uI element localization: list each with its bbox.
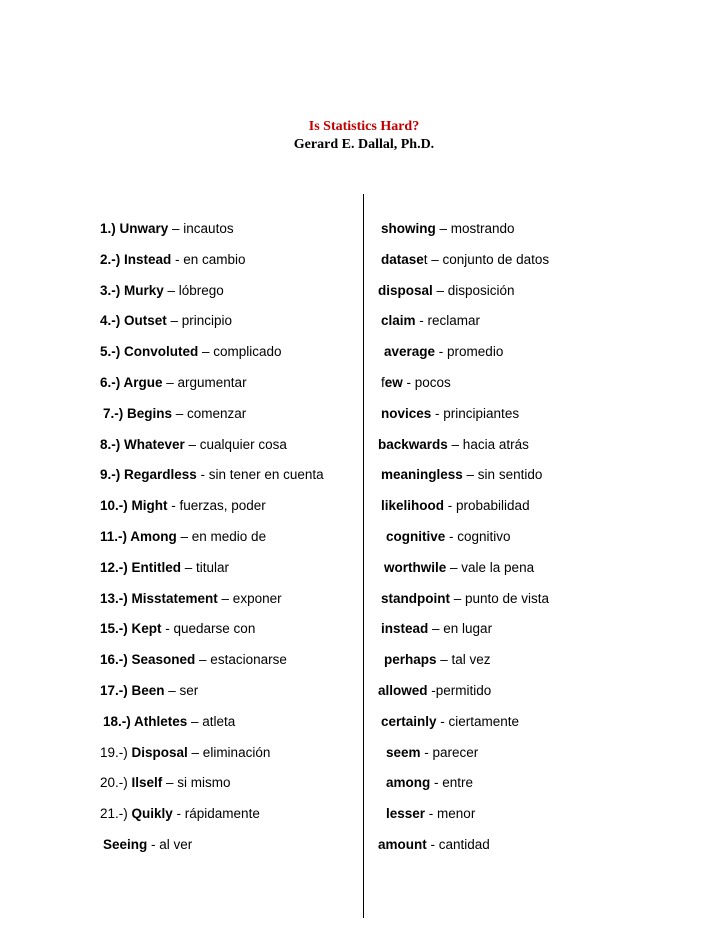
entry-translation: – eliminación (187, 744, 271, 760)
entry-term: Quikly (131, 806, 173, 822)
vocabulary-entry (100, 553, 324, 584)
entry-term: 2.-) Instead (100, 251, 172, 267)
vocabulary-entry (378, 430, 549, 461)
entry-translation: – complicado (198, 344, 282, 360)
vocabulary-entry (100, 368, 324, 399)
entry-translation: - reclamar (415, 313, 481, 329)
vocabulary-entry (100, 584, 324, 615)
entry-translation: t – conjunto de datos (423, 251, 550, 267)
entry-term: disposal (378, 282, 433, 298)
entry-term: backwards (378, 436, 448, 452)
entry-translation: – hacia atrás (447, 436, 529, 452)
entry-term: standpoint (381, 590, 450, 606)
vocabulary-entry (100, 337, 324, 368)
document-author: Gerard E. Dallal, Ph.D. (293, 137, 435, 152)
entry-term: 16.-) Seasoned (100, 652, 196, 668)
entry-translation: – en lugar (428, 621, 493, 637)
entry-translation: - ciertamente (436, 713, 520, 729)
vocabulary-entry (378, 214, 549, 245)
vocabulary-entry (378, 276, 549, 307)
entry-term: datase (381, 251, 424, 267)
vocabulary-entry (100, 768, 324, 799)
vocabulary-entry (100, 522, 324, 553)
entry-term: ew (384, 374, 403, 390)
entry-translation: - sin tener en cuenta (196, 467, 324, 483)
vocabulary-entry (100, 245, 324, 276)
entry-term: 7.-) Begins (103, 405, 173, 421)
vocabulary-entry (378, 768, 549, 799)
entry-translation: -permitido (427, 682, 492, 698)
vocabulary-entry (378, 830, 549, 861)
entry-translation: - promedio (435, 344, 504, 360)
vocabulary-entry (378, 645, 549, 676)
vocabulary-entry (378, 614, 549, 645)
vocabulary-entry (100, 491, 324, 522)
entry-prefix: 21.-) (100, 806, 132, 822)
vocabulary-column-left (100, 214, 324, 861)
entry-translation: - entre (430, 775, 474, 791)
entry-translation: – vale la pena (446, 559, 535, 575)
entry-term: perhaps (384, 652, 437, 668)
entry-translation: – comenzar (172, 405, 247, 421)
vocabulary-entry (100, 430, 324, 461)
entry-term: 8.-) Whatever (100, 436, 185, 452)
entry-prefix: 20.-) (100, 775, 132, 791)
vocabulary-entry (378, 306, 549, 337)
entry-term: 3.-) Murky (100, 282, 164, 298)
entry-translation: – si mismo (162, 775, 231, 791)
entry-prefix: 19.-) (100, 744, 132, 760)
vocabulary-entry (378, 707, 549, 738)
entry-term: 18.-) Athletes (103, 713, 188, 729)
vocabulary-entry (378, 245, 549, 276)
entry-translation: - cognitivo (445, 528, 511, 544)
entry-term: Seeing (103, 836, 148, 852)
entry-translation: – punto de vista (450, 590, 550, 606)
entry-term: 11.-) Among (100, 528, 177, 544)
entry-term: 9.-) Regardless (100, 467, 197, 483)
entry-term: 4.-) Outset (100, 313, 167, 329)
entry-translation: – incautos (168, 221, 234, 236)
vocabulary-entry (100, 214, 324, 245)
entry-translation: - quedarse con (161, 621, 256, 637)
vocabulary-entry (100, 276, 324, 307)
vocabulary-entry (378, 399, 549, 430)
vocabulary-entry (378, 368, 549, 399)
entry-term: meaningless (381, 467, 463, 483)
entry-translation: - cantidad (426, 836, 490, 852)
vocabulary-entry (378, 460, 549, 491)
vocabulary-entry (100, 799, 324, 830)
vocabulary-entry (100, 707, 324, 738)
vocabulary-entry (378, 676, 549, 707)
entry-term: lesser (386, 806, 426, 822)
entry-term: claim (381, 313, 416, 329)
vocabulary-entry (100, 830, 324, 861)
vocabulary-entry (100, 460, 324, 491)
entry-prefix: f (381, 374, 385, 390)
entry-translation: – en medio de (176, 528, 267, 544)
column-divider (363, 194, 364, 918)
entry-translation: - principiantes (431, 405, 520, 421)
entry-translation: - parecer (420, 744, 479, 760)
entry-term: 10.-) Might (100, 498, 168, 514)
entry-term: seem (386, 744, 421, 760)
document-title: Is Statistics Hard? (308, 119, 420, 134)
entry-translation: - pocos (402, 374, 451, 390)
entry-translation: – exponer (217, 590, 282, 606)
entry-term: worthwile (384, 559, 447, 575)
entry-term: among (386, 775, 431, 791)
entry-translation: – ser (164, 682, 199, 698)
entry-term: 5.-) Convoluted (100, 344, 199, 360)
vocabulary-entry (100, 306, 324, 337)
vocabulary-entry (378, 738, 549, 769)
entry-translation: – titular (181, 559, 230, 575)
vocabulary-entry (100, 645, 324, 676)
entry-translation: – argumentar (162, 374, 247, 390)
vocabulary-entry (378, 799, 549, 830)
vocabulary-entry (378, 491, 549, 522)
entry-translation: – principio (166, 313, 233, 329)
entry-term: likelihood (381, 498, 445, 514)
entry-translation: - fuerzas, poder (167, 498, 266, 514)
vocabulary-entry (378, 522, 549, 553)
entry-term: 6.-) Argue (100, 374, 163, 390)
vocabulary-entry (378, 337, 549, 368)
entry-term: 17.-) Been (100, 682, 165, 698)
entry-term: certainly (381, 713, 437, 729)
entry-translation: - menor (425, 806, 476, 822)
entry-translation: – cualquier cosa (184, 436, 287, 452)
entry-term: allowed (378, 682, 428, 698)
entry-translation: – estacionarse (195, 652, 287, 668)
entry-translation: – mostrando (435, 221, 515, 236)
vocabulary-entry (100, 676, 324, 707)
entry-term: 13.-) Misstatement (100, 590, 218, 606)
entry-translation: - en cambio (171, 251, 246, 267)
entry-translation: - al ver (147, 836, 193, 852)
entry-translation: - probabilidad (444, 498, 530, 514)
entry-translation: – atleta (187, 713, 236, 729)
vocabulary-column-right (378, 214, 549, 861)
entry-translation: - rápidamente (172, 806, 260, 822)
document-header (0, 118, 728, 154)
vocabulary-entry (100, 399, 324, 430)
entry-term: amount (378, 836, 427, 852)
entry-term: novices (381, 405, 432, 421)
entry-term: cognitive (386, 528, 446, 544)
entry-term: 12.-) Entitled (100, 559, 182, 575)
entry-translation: – tal vez (436, 652, 491, 668)
vocabulary-entry (378, 584, 549, 615)
entry-translation: – lóbrego (163, 282, 224, 298)
entry-term: instead (381, 621, 429, 637)
vocabulary-entry (378, 553, 549, 584)
entry-term: Disposal (131, 744, 188, 760)
entry-term: Ilself (131, 775, 163, 791)
entry-term: average (384, 344, 436, 360)
vocabulary-entry (100, 738, 324, 769)
vocabulary-entry (100, 614, 324, 645)
entry-translation: – disposición (432, 282, 515, 298)
entry-term: 15.-) Kept (100, 621, 162, 637)
entry-term: showing (381, 221, 436, 236)
entry-translation: – sin sentido (462, 467, 543, 483)
entry-term: 1.) Unwary (100, 221, 169, 236)
